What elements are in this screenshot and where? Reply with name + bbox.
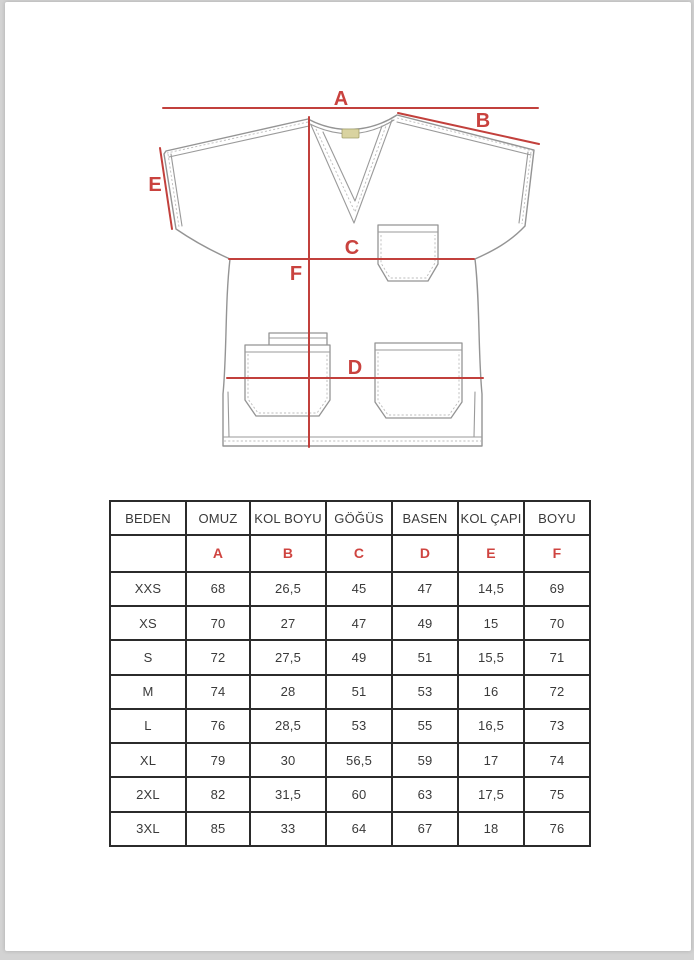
letter-cell: E <box>458 535 524 571</box>
right-pocket <box>375 343 462 418</box>
scrub-top-diagram <box>138 80 562 474</box>
garment-outline <box>164 115 534 446</box>
value-cell: 53 <box>326 709 392 743</box>
measure-label-b: B <box>475 110 491 132</box>
value-cell: 30 <box>250 743 326 777</box>
size-table <box>109 500 591 847</box>
size-table-body <box>110 501 590 846</box>
value-cell: 68 <box>186 572 250 606</box>
letter-cell: B <box>250 535 326 571</box>
size-chart-page <box>5 2 691 951</box>
value-cell: 56,5 <box>326 743 392 777</box>
letter-cell: F <box>524 535 590 571</box>
value-cell: 72 <box>524 675 590 709</box>
value-cell: 76 <box>186 709 250 743</box>
value-cell: 27 <box>250 606 326 640</box>
value-cell: 51 <box>326 675 392 709</box>
value-cell: 75 <box>524 777 590 811</box>
value-cell: 49 <box>326 640 392 674</box>
value-cell: 26,5 <box>250 572 326 606</box>
size-cell: 2XL <box>110 777 186 811</box>
value-cell: 64 <box>326 812 392 846</box>
letter-row <box>110 535 590 571</box>
measure-label-e: E <box>148 174 162 196</box>
value-cell: 27,5 <box>250 640 326 674</box>
data-row <box>110 812 590 846</box>
data-row <box>110 709 590 743</box>
value-cell: 76 <box>524 812 590 846</box>
value-cell: 47 <box>326 606 392 640</box>
data-row <box>110 572 590 606</box>
value-cell: 14,5 <box>458 572 524 606</box>
header-row <box>110 501 590 535</box>
header-cell: KOL BOYU <box>250 501 326 535</box>
scrub-diagram-svg <box>138 80 562 474</box>
value-cell: 51 <box>392 640 458 674</box>
value-cell: 70 <box>524 606 590 640</box>
size-cell: 3XL <box>110 812 186 846</box>
size-cell: XS <box>110 606 186 640</box>
value-cell: 73 <box>524 709 590 743</box>
value-cell: 74 <box>186 675 250 709</box>
header-cell: KOL ÇAPI <box>458 501 524 535</box>
value-cell: 15,5 <box>458 640 524 674</box>
size-cell: M <box>110 675 186 709</box>
value-cell: 18 <box>458 812 524 846</box>
value-cell: 70 <box>186 606 250 640</box>
value-cell: 72 <box>186 640 250 674</box>
left-pocket <box>245 345 330 416</box>
size-cell: XL <box>110 743 186 777</box>
size-cell: L <box>110 709 186 743</box>
value-cell: 53 <box>392 675 458 709</box>
header-cell: GÖĞÜS <box>326 501 392 535</box>
value-cell: 60 <box>326 777 392 811</box>
value-cell: 28 <box>250 675 326 709</box>
value-cell: 55 <box>392 709 458 743</box>
value-cell: 33 <box>250 812 326 846</box>
value-cell: 74 <box>524 743 590 777</box>
data-row <box>110 606 590 640</box>
measure-label-c: C <box>344 237 360 259</box>
neck-label-tag <box>342 129 359 138</box>
size-cell: XXS <box>110 572 186 606</box>
header-cell: BOYU <box>524 501 590 535</box>
measure-label-f: F <box>289 263 303 285</box>
value-cell: 79 <box>186 743 250 777</box>
value-cell: 15 <box>458 606 524 640</box>
value-cell: 49 <box>392 606 458 640</box>
data-row <box>110 777 590 811</box>
data-row <box>110 640 590 674</box>
size-cell: S <box>110 640 186 674</box>
measure-label-a: A <box>333 88 349 110</box>
letter-cell: C <box>326 535 392 571</box>
value-cell: 82 <box>186 777 250 811</box>
letter-cell: D <box>392 535 458 571</box>
value-cell: 45 <box>326 572 392 606</box>
value-cell: 85 <box>186 812 250 846</box>
value-cell: 63 <box>392 777 458 811</box>
measure-label-d: D <box>347 357 363 379</box>
letter-cell <box>110 535 186 571</box>
value-cell: 16,5 <box>458 709 524 743</box>
value-cell: 69 <box>524 572 590 606</box>
value-cell: 28,5 <box>250 709 326 743</box>
header-cell: BASEN <box>392 501 458 535</box>
value-cell: 17,5 <box>458 777 524 811</box>
letter-cell: A <box>186 535 250 571</box>
value-cell: 71 <box>524 640 590 674</box>
value-cell: 16 <box>458 675 524 709</box>
header-cell: BEDEN <box>110 501 186 535</box>
data-row <box>110 675 590 709</box>
value-cell: 31,5 <box>250 777 326 811</box>
value-cell: 17 <box>458 743 524 777</box>
value-cell: 59 <box>392 743 458 777</box>
value-cell: 67 <box>392 812 458 846</box>
value-cell: 47 <box>392 572 458 606</box>
data-row <box>110 743 590 777</box>
header-cell: OMUZ <box>186 501 250 535</box>
